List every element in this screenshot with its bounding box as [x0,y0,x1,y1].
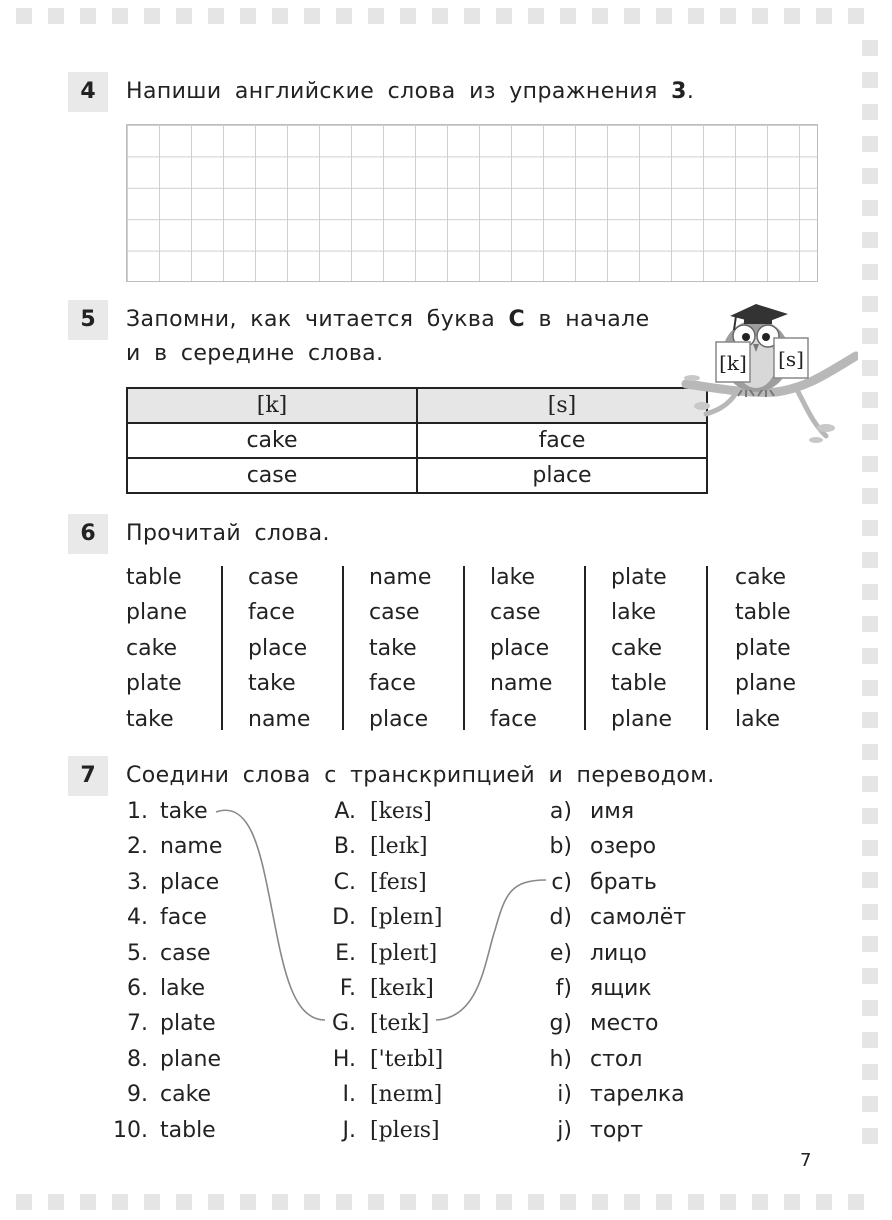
table-cell: face [417,423,707,458]
stripe-square [112,8,128,24]
word-item: case [248,565,299,590]
stripe-square [112,1194,128,1210]
translation-letter: b) [549,834,572,860]
stripe-square [862,584,878,600]
stripe-square [240,8,256,24]
transcription: [pleɪs] [370,1117,440,1143]
word-item: case [490,600,541,626]
word-item: face [369,671,416,697]
exercise-4-text: Напиши английские слова из упражнения [126,79,672,104]
table-cell: cake [127,423,417,458]
transcription: ['teɪbl] [370,1046,444,1072]
stripe-square [304,1194,320,1210]
column-divider [342,566,344,730]
stripe-square [862,872,878,888]
stripe-square [862,1000,878,1016]
stripe-square [528,8,544,24]
english-word: plate [160,1011,216,1037]
stripe-square [862,616,878,632]
exercise-5-line1: Запомни, как читается буква [126,307,509,332]
russian-translation: лицо [590,940,647,966]
word-item: plate [735,635,791,661]
translation-letter: c) [551,869,572,895]
russian-translation: озеро [590,834,657,860]
stripe-square [400,8,416,24]
stripe-square [592,1194,608,1210]
word-column [126,560,187,737]
word-item: place [248,635,308,661]
english-word: lake [160,976,206,1001]
word-item: face [490,706,537,732]
stripe-square [48,8,64,24]
table-cell: case [127,458,417,493]
stripe-square [862,968,878,984]
word-item: take [126,706,174,732]
word-number: 4. [127,905,148,931]
stripe-square [144,1194,160,1210]
russian-translation: стол [590,1046,643,1072]
word-number: 5. [127,940,148,966]
stripe-square [432,1194,448,1210]
stripe-square [784,1194,800,1210]
stripe-square [862,392,878,408]
stripe-square [528,1194,544,1210]
transcription-letter: F. [339,976,356,1001]
stripe-square [862,904,878,920]
translation-letter: j) [557,1117,572,1143]
russian-translation: ящик [590,976,652,1001]
english-word: place [160,869,220,895]
stripe-square [862,104,878,120]
stripe-square [862,1128,878,1144]
stripe-square [862,1032,878,1048]
stripe-square [16,1194,32,1210]
russian-translation: торт [590,1117,644,1143]
stripe-square [80,8,96,24]
word-item: take [369,635,417,661]
bottom-border-stripe [0,1194,892,1210]
transcription: [pleɪt] [370,940,438,966]
transcription-letter: B. [333,834,356,860]
stripe-square [368,8,384,24]
stripe-square [592,8,608,24]
word-item: plane [611,706,673,732]
stripe-square [862,360,878,376]
stripe-square [862,328,878,344]
stripe-square [862,72,878,88]
word-number: 8. [127,1046,148,1072]
owl-illustration [676,296,858,446]
stripe-square [656,8,672,24]
column-divider [706,566,708,730]
word-column [611,560,672,737]
transcription: [pleɪn] [370,905,443,931]
top-border-stripe [0,8,892,24]
exercise-6-number: 6 [68,514,108,554]
word-number: 9. [127,1082,148,1108]
table-header-k: [k] [127,388,417,423]
stripe-square [862,168,878,184]
stripe-square [862,712,878,728]
word-number: 6. [127,976,148,1001]
stripe-square [848,8,864,24]
stripe-square [862,264,878,280]
stripe-square [144,8,160,24]
transcription: [keɪs] [370,799,432,824]
transcription: [neɪm] [370,1082,443,1108]
stripe-square [16,8,32,24]
stripe-square [368,1194,384,1210]
word-item: plate [611,565,667,590]
exercise-4-ref: 3 [671,79,687,104]
transcription: [feɪs] [370,869,427,895]
stripe-square [862,552,878,568]
exercise-5-number: 5 [68,300,108,340]
connector-g-to-c [436,880,546,1020]
translation-letter: e) [549,940,572,966]
page-number: 7 [800,1150,812,1171]
word-column [490,560,552,737]
word-item: plate [126,671,182,697]
stripe-square [752,1194,768,1210]
stripe-square [304,8,320,24]
stripe-square [80,1194,96,1210]
translation-letter: f) [555,976,572,1001]
transcription: [teɪk] [370,1011,430,1037]
word-number: 10. [113,1117,148,1143]
column-divider [221,566,223,730]
owl-card-s: [s] [778,347,804,371]
stripe-square [464,1194,480,1210]
word-item: face [248,600,295,626]
word-number: 7. [127,1011,148,1037]
stripe-square [862,680,878,696]
russian-translation: тарелка [590,1082,685,1108]
stripe-square [432,8,448,24]
word-column [248,560,310,737]
stripe-square [560,8,576,24]
word-number: 3. [127,869,148,895]
english-word: name [160,834,223,860]
word-item: lake [735,706,781,732]
stripe-square [862,648,878,664]
stripe-square [496,1194,512,1210]
russian-translation: место [590,1011,659,1037]
right-border-stripe [862,40,878,1160]
word-item: cake [735,565,787,590]
transcription: [leɪk] [370,834,428,860]
english-word: face [160,905,207,931]
exercise-5-line2: и в середине слова. [126,341,384,366]
exercise-4-dot: . [686,79,695,104]
stripe-square [862,136,878,152]
word-column [735,560,796,737]
stripe-square [688,1194,704,1210]
stripe-square [752,8,768,24]
english-word: take [160,799,208,824]
exercise-4-number: 4 [68,72,108,112]
word-item: lake [490,565,536,590]
translation-letter: h) [549,1046,572,1072]
stripe-square [240,1194,256,1210]
transcription-letter: C. [333,869,356,895]
stripe-square [862,488,878,504]
word-item: cake [611,635,663,661]
stripe-square [862,200,878,216]
english-word: plane [160,1046,222,1072]
transcription-letter: E. [335,940,356,966]
column-divider [463,566,465,730]
connector-take-to-g [216,810,325,1020]
word-item: cake [126,635,178,661]
stripe-square [208,1194,224,1210]
stripe-square [862,456,878,472]
stripe-square [624,1194,640,1210]
stripe-square [272,8,288,24]
stripe-square [862,424,878,440]
stripe-square [862,296,878,312]
word-item: name [490,671,553,697]
exercise-7-instruction: Соедини слова с транскрипцией и переводом. [126,763,715,788]
english-word: cake [160,1082,212,1108]
stripe-square [176,8,192,24]
table-cell: place [417,458,707,493]
translation-letter: g) [549,1011,572,1037]
stripe-square [176,1194,192,1210]
stripe-square [624,8,640,24]
stripe-square [336,1194,352,1210]
letter-c-table [126,387,708,494]
word-number: 1. [127,799,148,824]
word-item: table [735,600,791,626]
stripe-square [336,8,352,24]
stripe-square [720,1194,736,1210]
stripe-square [208,8,224,24]
stripe-square [862,40,878,56]
english-word: table [160,1117,216,1143]
exercise-5-letter: C [508,307,526,332]
word-item: plane [126,600,188,626]
stripe-square [816,1194,832,1210]
transcription-letter: D. [332,905,356,931]
stripe-square [862,776,878,792]
word-item: place [369,706,429,732]
exercise-6-instruction: Прочитай слова. [126,521,330,546]
word-item: lake [611,600,657,626]
transcription-letter: I. [342,1082,356,1108]
exercise-5-line1-end: в начале [525,307,650,332]
word-item: case [369,600,420,626]
writing-grid[interactable] [126,124,818,282]
column-divider [584,566,586,730]
stripe-square [784,8,800,24]
stripe-square [720,8,736,24]
word-column [369,560,431,737]
table-header-s: [s] [417,388,707,423]
stripe-square [48,1194,64,1210]
stripe-square [400,1194,416,1210]
stripe-square [862,808,878,824]
stripe-square [848,1194,864,1210]
exercise-4-instruction [126,75,694,109]
stripe-square [862,232,878,248]
exercise-5-instruction [126,303,650,371]
stripe-square [656,1194,672,1210]
english-word: case [160,940,211,966]
stripe-square [496,8,512,24]
transcription-letter: A. [334,799,356,824]
word-number: 2. [127,834,148,860]
transcription: [keɪk] [370,976,434,1001]
stripe-square [862,744,878,760]
stripe-square [862,1064,878,1080]
owl-card-k: [k] [719,351,747,375]
word-item: name [369,565,432,590]
transcription-letter: H. [332,1046,356,1072]
stripe-square [862,1096,878,1112]
translation-letter: a) [549,799,572,824]
stripe-square [816,8,832,24]
word-item: take [248,671,296,697]
stripe-square [862,936,878,952]
word-item: plane [735,671,797,697]
translation-letter: i) [557,1082,572,1108]
translation-letter: d) [549,905,572,931]
word-item: place [490,635,550,661]
word-item: table [126,565,182,590]
stripe-square [272,1194,288,1210]
russian-translation: брать [590,869,657,895]
transcription-letter: G. [331,1011,356,1037]
stripe-square [862,520,878,536]
russian-translation: самолёт [590,905,687,931]
word-item: name [248,706,311,732]
transcription-letter: J. [342,1117,356,1143]
stripe-square [560,1194,576,1210]
stripe-square [688,8,704,24]
stripe-square [464,8,480,24]
russian-translation: имя [590,799,635,824]
stripe-square [862,840,878,856]
exercise-7-number: 7 [68,756,108,796]
word-item: table [611,671,667,697]
